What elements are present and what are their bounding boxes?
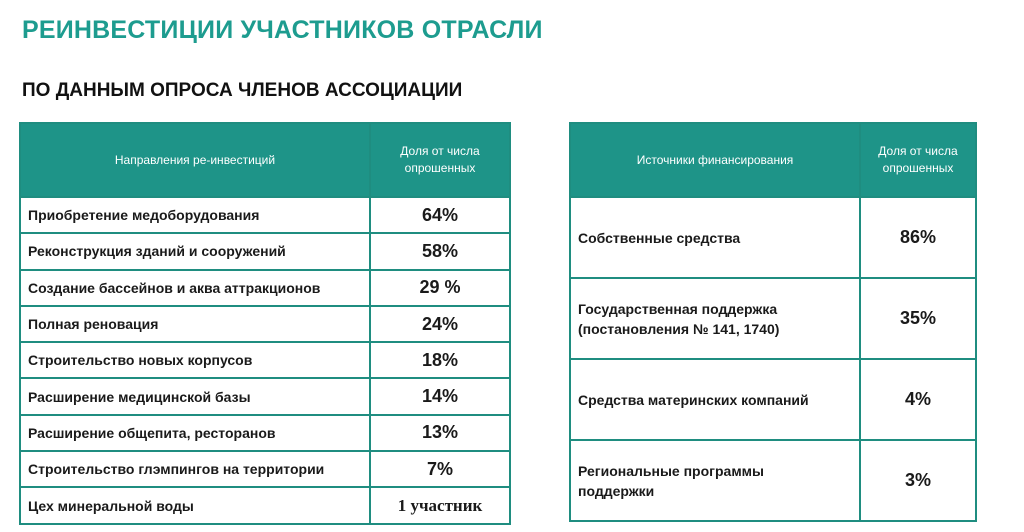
row-label-line: Собственные средства bbox=[578, 229, 741, 246]
row-label: Расширение общепита, ресторанов bbox=[20, 415, 370, 451]
row-value: 1 участник bbox=[370, 487, 510, 523]
row-label: Цех минеральной воды bbox=[20, 487, 370, 523]
row-label-line: Государственная поддержка bbox=[578, 300, 778, 317]
row-value: 4% bbox=[860, 359, 976, 440]
row-value: 35% bbox=[860, 278, 976, 359]
table-row bbox=[570, 440, 976, 521]
column-header-sources: Источники финансирования bbox=[570, 123, 860, 197]
table-row bbox=[20, 451, 510, 487]
row-value: 13% bbox=[370, 415, 510, 451]
row-label: Строительство глэмпингов на территории bbox=[20, 451, 370, 487]
row-value: 14% bbox=[370, 378, 510, 414]
table-header-row bbox=[20, 123, 510, 197]
table-row bbox=[20, 197, 510, 233]
column-header-share: Доля от числа опрошенных bbox=[860, 123, 976, 197]
table-row bbox=[20, 233, 510, 269]
row-label bbox=[570, 359, 860, 440]
column-header-directions: Направления ре-инвестиций bbox=[20, 123, 370, 197]
row-value: 24% bbox=[370, 306, 510, 342]
table-row bbox=[20, 306, 510, 342]
row-label: Реконструкция зданий и сооружений bbox=[20, 233, 370, 269]
row-label bbox=[570, 440, 860, 521]
row-label: Расширение медицинской базы bbox=[20, 378, 370, 414]
table-row bbox=[20, 487, 510, 523]
table-row bbox=[20, 415, 510, 451]
row-label-line: Средства материнских компаний bbox=[578, 391, 809, 408]
table-row bbox=[570, 197, 976, 278]
table-row bbox=[20, 270, 510, 306]
table-row bbox=[570, 278, 976, 359]
page-title: РЕИНВЕСТИЦИИ УЧАСТНИКОВ ОТРАСЛИ bbox=[22, 16, 543, 44]
funding-sources-table bbox=[569, 122, 977, 522]
row-label bbox=[570, 197, 860, 278]
reinvestment-directions-table bbox=[19, 122, 511, 525]
table-header-row bbox=[570, 123, 976, 197]
row-value: 86% bbox=[860, 197, 976, 278]
row-value: 3% bbox=[860, 440, 976, 521]
row-label-line: Региональные программы bbox=[578, 462, 764, 479]
row-value: 58% bbox=[370, 233, 510, 269]
row-value: 64% bbox=[370, 197, 510, 233]
row-value: 29 % bbox=[370, 270, 510, 306]
row-label bbox=[570, 278, 860, 359]
row-label-line: поддержки bbox=[578, 482, 655, 499]
column-header-share: Доля от числа опрошенных bbox=[370, 123, 510, 197]
row-label: Полная реновация bbox=[20, 306, 370, 342]
table-row bbox=[20, 378, 510, 414]
row-label: Строительство новых корпусов bbox=[20, 342, 370, 378]
row-label-line: (постановления № 141, 1740) bbox=[578, 320, 780, 337]
page-subtitle: ПО ДАННЫМ ОПРОСА ЧЛЕНОВ АССОЦИАЦИИ bbox=[22, 80, 463, 101]
table-row bbox=[570, 359, 976, 440]
row-label: Приобретение медоборудования bbox=[20, 197, 370, 233]
table-row bbox=[20, 342, 510, 378]
row-label: Создание бассейнов и аква аттракционов bbox=[20, 270, 370, 306]
row-value: 7% bbox=[370, 451, 510, 487]
row-value: 18% bbox=[370, 342, 510, 378]
